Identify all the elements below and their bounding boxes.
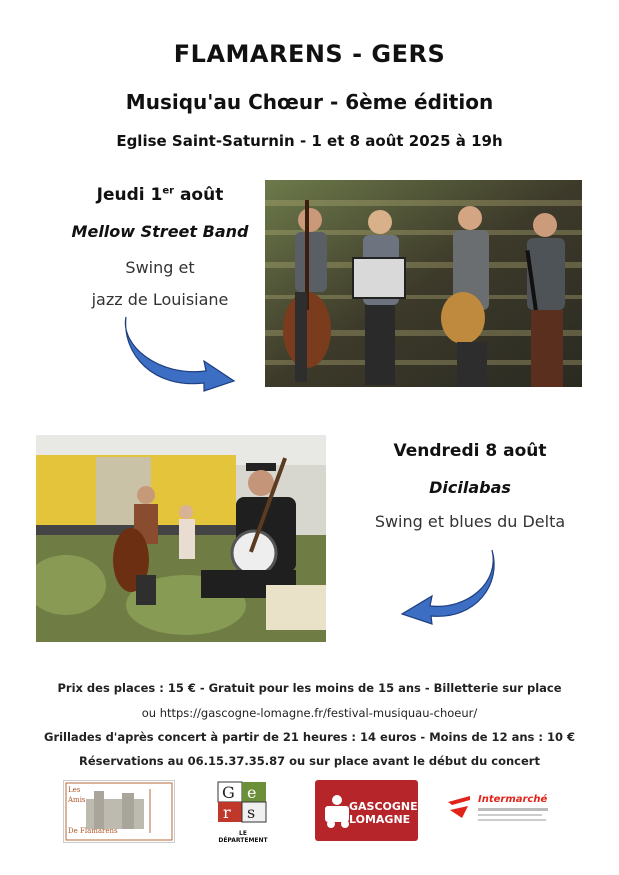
concert1-style-line2: jazz de Louisiane [91,290,229,309]
concert1-style-line1: Swing et [125,258,195,277]
amis-logo-line2: Amis [68,796,86,804]
reservation-info: Réservations au 06.15.37.35.87 ou sur place avant le début du concert [79,754,540,768]
ticket-url[interactable]: ou https://gascogne-lomagne.fr/festival-musiquau-choeur/ [141,706,478,720]
concert2-style: Swing et blues du Delta [374,512,566,531]
concert1-day [40,185,280,205]
intermarche-logo [440,782,556,841]
departement-gers-logo [214,780,272,844]
concert2-day: Vendredi 8 août [393,441,547,461]
svg-text:G: G [222,783,235,802]
gascogne-logo-line1: GASCOGNE [349,800,418,813]
gascogne-logo-line2: LOMAGNE [349,813,411,826]
mellow-street-band-photo [265,180,582,387]
intermarche-detail [478,808,548,811]
svg-text:e: e [247,783,257,802]
dicilabas-photo [36,435,326,642]
concert1-day-text: Jeudi 1 [96,185,163,205]
intermarche-detail [478,819,546,821]
concert1-band: Mellow Street Band [71,222,249,241]
intermarche-brand: Intermarché [478,794,548,805]
amis-de-flamarens-logo [63,780,175,843]
price-info: Prix des places : 15 € - Gratuit pour les moins de 15 ans - Billetterie sur place [57,681,562,695]
festival-subtitle: Musiqu'au Chœur - 6ème édition [125,90,494,114]
svg-text:s: s [247,803,256,822]
amis-logo-line1: Les [68,786,81,794]
svg-text:r: r [223,803,231,822]
gascogne-lomagne-logo [315,780,418,841]
venue-dates: Eglise Saint-Saturnin - 1 et 8 août 2025 à 19h [116,132,503,150]
departement-caption: LE DÉPARTEMENT [218,830,268,844]
amis-logo-line3: De Flamarens [68,827,118,835]
curved-arrow-icon [118,315,238,393]
concert1-day-sup: er [162,185,175,197]
intermarche-detail [478,814,542,816]
poster-title: FLAMARENS - GERS [173,40,446,68]
dinner-info: Grillades d'après concert à partir de 21 heures : 14 euros - Moins de 12 ans : 10 € [44,730,575,744]
concert1-day-month: août [174,185,224,205]
curved-arrow-icon [398,548,500,626]
concert2-band: Dicilabas [429,478,511,497]
